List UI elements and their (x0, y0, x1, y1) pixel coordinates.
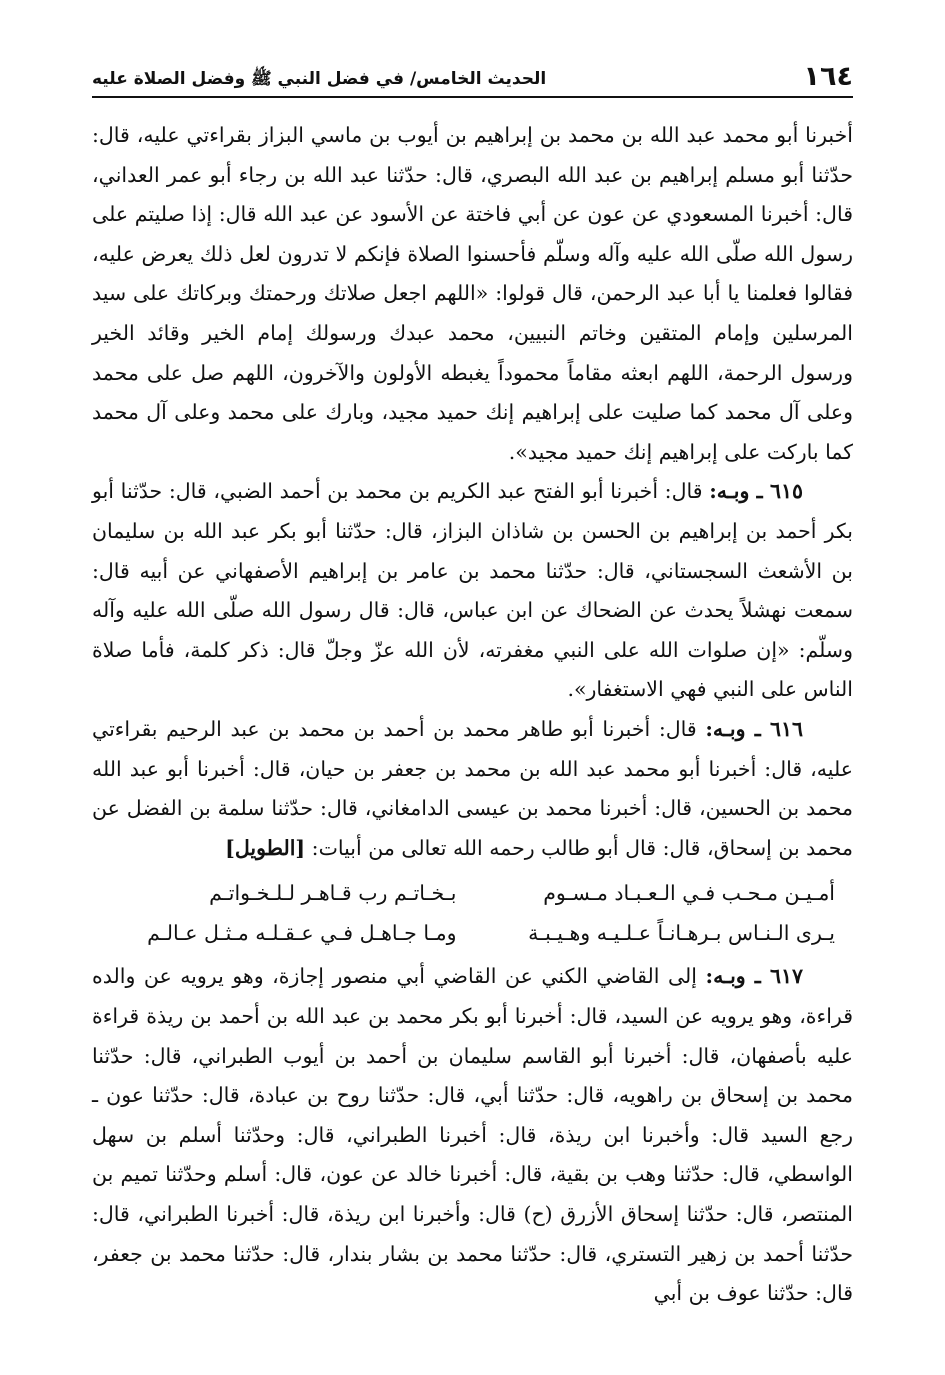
hadith-number-616: ٦١٦ ـ وبـه: (705, 716, 803, 741)
paragraph-617 (92, 957, 853, 1313)
paragraph-615-text: قال: أخبرنا أبو الفتح عبد الكريم بن محمد بن أحمد الضبي، قال: حدّثنا أبو بكر أحمد بن إبراهيم بن الحسن بن شاذان البزاز، قال: حدّثنا أبو بكر عبد الله بن سليمان بن الأشعث السجستاني، قال: حدّثنا محمد بن عامر بن إبراهيم الأصفهاني عن أبيه قال: سمعت نهشلاً يحدث عن الضحاك عن ابن عباس، قال: قال رسول الله صلّى الله عليه وآله وسلّم: «إن صلوات الله على النبي مغفرته، لأن الله عزّ وجلّ قال: ذكر كلمة، فأما صلاة الناس على النبي فهي الاستغفار». (92, 479, 853, 702)
running-title: الحديث الخامس/ في فضل النبي ﷺ وفضل الصلاة عليه (92, 69, 547, 89)
poem-line-1-first: أمـيـن مـحـب فـي الـعـبـاد مـسـوم (543, 881, 835, 906)
page-header (92, 60, 853, 94)
header-rule (92, 96, 853, 98)
paragraph-617-text: إلى القاضي الكني عن القاضي أبي منصور إجازة، وهو يرويه عن والده قراءة، وهو يرويه عن السيد، قال: أخبرنا أبو بكر محمد بن عبد الله بن أحمد بن ريذة قراءة عليه بأصفهان، قال: أخبرنا أبو القاسم سليمان بن أحمد بن أيوب الطبراني، قال: حدّثنا محمد بن إسحاق بن راهويه، قال: حدّثنا أبي، قال: حدّثنا روح بن عبادة، قال: حدّثنا عون ـ رجع السيد قال: وأخبرنا ابن ريذة، قال: أخبرنا الطبراني، قال: وحدّثنا أسلم بن سهل الواسطي، قال: حدّثنا وهب بن بقية، قال: أخبرنا خالد عن عون، قال: أسلم وحدّثنا تميم بن المنتصر، قال: حدّثنا إسحاق الأزرق (ح) قال: وأخبرنا ابن ريذة، قال: أخبرنا الطبراني، قال: حدّثنا أحمد بن زهير التستري، قال: حدّثنا محمد بن بشار بندار، قال: حدّثنا محمد بن جعفر، قال: حدّثنا عوف بن أبي (92, 964, 853, 1306)
hadith-number-617: ٦١٧ ـ وبـه: (705, 964, 803, 989)
main-text (92, 116, 853, 1314)
paragraph-616-text: قال: أخبرنا أبو طاهر محمد بن أحمد بن محمد بن عبد الرحيم بقراءتي عليه، قال: أخبرنا أبو محمد عبد الله بن محمد بن جعفر بن حيان، قال: أخبرنا أبو عبد الله محمد بن الحسين، قال: أخبرنا محمد بن عيسى الدامغاني، قال: حدّثنا سلمة بن الفضل عن محمد بن إسحاق، قال: قال أبو طالب رحمه الله تعالى من أبيات: (92, 716, 853, 860)
poem-line-1-second: بـخـاتـم رب قـاهـر لـلـخـواتـم (209, 881, 457, 906)
page-number: ١٦٤ (803, 61, 853, 92)
poem-line-2-second: ومـا جـاهـل فـي عـقـلـه مـثـل عـالـم (147, 920, 457, 945)
paragraph-616 (92, 710, 853, 868)
hadith-number-615: ٦١٥ ـ وبـه: (709, 479, 803, 504)
poem-line-2-first: يـرى الـنـاس بـرهـانـاً عـلـيـه وهـيـبـة (528, 920, 835, 945)
poem (92, 872, 853, 955)
paragraph-1: أخبرنا أبو محمد عبد الله بن محمد بن إبراهيم بن أيوب بن ماسي البزاز بقراءتي عليه، قال: حدّثنا أبو مسلم إبراهيم بن عبد الله البصري، قال: حدّثنا عبد الله بن رجاء أبو عمر العداني، قال: أخبرنا المسعودي عن عون عن أبي فاختة عن الأسود عن عبد الله قال: إذا صليتم على رسول الله صلّى الله عليه وآله وسلّم فأحسنوا الصلاة فإنكم لا تدرون لعل ذلك يعرض عليه، فقالوا فعلمنا يا أبا عبد الرحمن، قال قولوا: «اللهم اجعل صلاتك ورحمتك وبركاتك على سيد المرسلين وإمام المتقين وخاتم النبيين، محمد عبدك ورسولك إمام الخير وقائد الخير ورسول الرحمة، اللهم ابعثه مقاماً محموداً يغبطه الأولون والآخرون، اللهم صل على محمد وعلى آل محمد كما صليت على إبراهيم إنك حميد مجيد، وبارك على محمد وعلى آل محمد كما باركت على إبراهيم إنك حميد مجيد». (92, 123, 853, 464)
paragraph-615 (92, 472, 853, 710)
poem-meter: [الطويل] (225, 835, 306, 860)
